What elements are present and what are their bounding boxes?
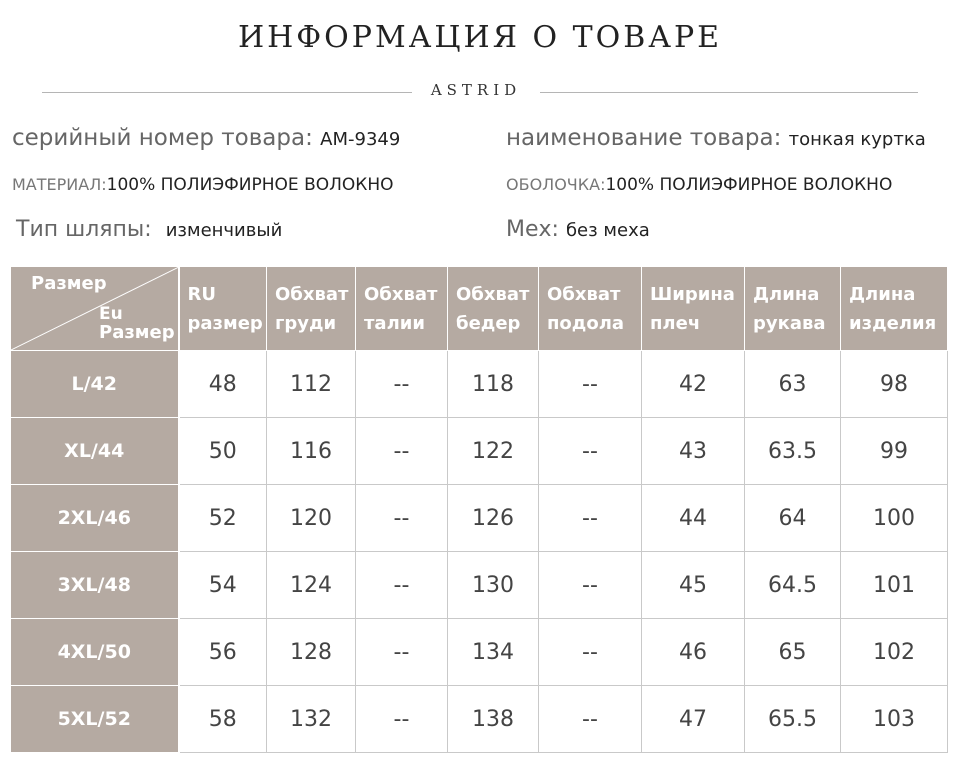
material-value: 100% ПОЛИЭФИРНОЕ ВОЛОКНО <box>106 175 394 195</box>
table-row <box>11 686 948 753</box>
table-cell: 65.5 <box>745 686 841 753</box>
table-cell: 65 <box>745 619 841 686</box>
table-cell: 52 <box>179 485 267 552</box>
table-cell: 118 <box>448 351 539 418</box>
table-cell: 124 <box>267 552 356 619</box>
table-cell: 44 <box>642 485 745 552</box>
product-name-value: тонкая куртка <box>788 129 926 150</box>
table-row <box>11 552 948 619</box>
table-cell: 100 <box>841 485 948 552</box>
column-header: Длина изделия <box>841 267 948 351</box>
hat-type-value: изменчивый <box>165 220 283 241</box>
table-cell: 45 <box>642 552 745 619</box>
page-title: ИНФОРМАЦИЯ О ТОВАРЕ <box>237 20 723 55</box>
table-cell: 42 <box>642 351 745 418</box>
table-cell: 98 <box>841 351 948 418</box>
table-cell: 56 <box>179 619 267 686</box>
size-chart-table <box>10 266 948 753</box>
table-row <box>11 485 948 552</box>
table-row <box>11 418 948 485</box>
row-size-label: L/42 <box>11 351 179 418</box>
shell-label: ОБОЛОЧКА: <box>506 175 606 194</box>
table-cell: 58 <box>179 686 267 753</box>
table-cell: 130 <box>448 552 539 619</box>
fur-row <box>506 217 650 242</box>
divider-right <box>540 92 918 93</box>
table-cell: 64 <box>745 485 841 552</box>
table-cell: 48 <box>179 351 267 418</box>
table-cell: 63.5 <box>745 418 841 485</box>
table-cell: 116 <box>267 418 356 485</box>
hat-type-label: Тип шляпы: <box>16 217 152 242</box>
table-cell: -- <box>539 619 642 686</box>
table-cell: 50 <box>179 418 267 485</box>
table-cell: 64.5 <box>745 552 841 619</box>
table-cell: -- <box>539 351 642 418</box>
row-size-label: 3XL/48 <box>11 552 179 619</box>
serial-number-row <box>12 125 400 151</box>
row-size-label: 4XL/50 <box>11 619 179 686</box>
table-cell: -- <box>356 485 448 552</box>
table-cell: 122 <box>448 418 539 485</box>
row-size-label: XL/44 <box>11 418 179 485</box>
column-header: Обхват талии <box>356 267 448 351</box>
table-row <box>11 351 948 418</box>
table-cell: 99 <box>841 418 948 485</box>
table-cell: 46 <box>642 619 745 686</box>
size-corner-header <box>11 267 179 351</box>
table-cell: -- <box>356 619 448 686</box>
table-cell: 102 <box>841 619 948 686</box>
table-cell: -- <box>356 351 448 418</box>
table-cell: -- <box>539 552 642 619</box>
serial-number-value: AM-9349 <box>320 129 401 150</box>
shell-row <box>506 175 892 195</box>
table-cell: -- <box>539 418 642 485</box>
table-cell: 126 <box>448 485 539 552</box>
table-cell: 132 <box>267 686 356 753</box>
column-header: Обхват подола <box>539 267 642 351</box>
table-cell: 128 <box>267 619 356 686</box>
table-cell: -- <box>539 485 642 552</box>
table-header-row <box>11 267 948 351</box>
column-header: Ширина плеч <box>642 267 745 351</box>
material-label: МАТЕРИАЛ: <box>12 175 107 194</box>
table-cell: 43 <box>642 418 745 485</box>
table-cell: -- <box>356 552 448 619</box>
fur-label: Мех: <box>506 217 559 242</box>
column-header: Обхват груди <box>267 267 356 351</box>
fur-value: без меха <box>565 220 650 241</box>
table-cell: -- <box>356 686 448 753</box>
table-cell: 112 <box>267 351 356 418</box>
corner-label-eu: Eu <box>99 304 123 324</box>
divider-left <box>42 92 412 93</box>
hat-type-row <box>16 217 282 242</box>
shell-value: 100% ПОЛИЭФИРНОЕ ВОЛОКНО <box>605 175 893 195</box>
table-cell: 63 <box>745 351 841 418</box>
column-header: Обхват бедер <box>448 267 539 351</box>
table-cell: -- <box>539 686 642 753</box>
table-cell: 54 <box>179 552 267 619</box>
table-cell: 134 <box>448 619 539 686</box>
table-cell: 138 <box>448 686 539 753</box>
corner-label-bottom: Размер <box>99 322 175 343</box>
column-header: Длина рукава <box>745 267 841 351</box>
table-cell: 101 <box>841 552 948 619</box>
table-cell: 103 <box>841 686 948 753</box>
table-cell: -- <box>356 418 448 485</box>
row-size-label: 2XL/46 <box>11 485 179 552</box>
row-size-label: 5XL/52 <box>11 686 179 753</box>
column-header: RU размер <box>179 267 267 351</box>
table-row <box>11 619 948 686</box>
brand-name: ASTRID <box>430 81 522 99</box>
material-row <box>12 175 394 195</box>
serial-number-label: серийный номер товара: <box>12 125 313 151</box>
table-cell: 47 <box>642 686 745 753</box>
corner-label-top: Размер <box>31 273 107 294</box>
table-cell: 120 <box>267 485 356 552</box>
product-name-row <box>506 125 926 151</box>
product-name-label: наименование товара: <box>506 125 782 151</box>
